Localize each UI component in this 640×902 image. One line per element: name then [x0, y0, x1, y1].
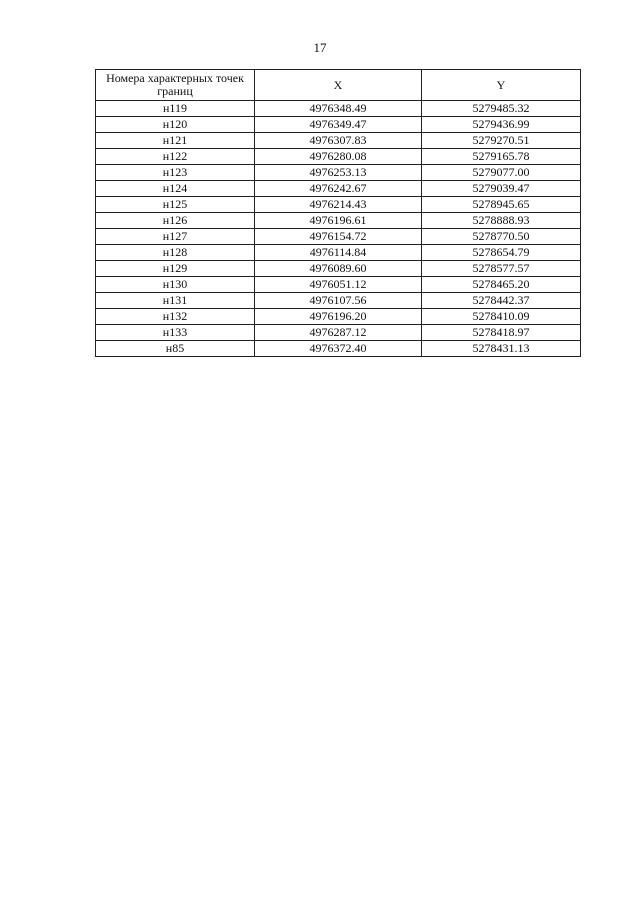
cell-x: 4976051.12 — [255, 277, 422, 293]
cell-point-number: н129 — [96, 261, 255, 277]
cell-point-number: н132 — [96, 309, 255, 325]
coordinates-table — [95, 69, 581, 357]
table-row — [96, 101, 581, 117]
cell-y: 5278577.57 — [422, 261, 581, 277]
cell-point-number: н130 — [96, 277, 255, 293]
cell-y: 5279039.47 — [422, 181, 581, 197]
table-row — [96, 181, 581, 197]
table-row — [96, 117, 581, 133]
cell-x: 4976372.40 — [255, 341, 422, 357]
table-row — [96, 133, 581, 149]
cell-point-number: н133 — [96, 325, 255, 341]
header-point-number: Номера характерных точек границ — [96, 70, 255, 101]
cell-y: 5278431.13 — [422, 341, 581, 357]
cell-y: 5279165.78 — [422, 149, 581, 165]
cell-x: 4976196.61 — [255, 213, 422, 229]
cell-x: 4976114.84 — [255, 245, 422, 261]
cell-x: 4976214.43 — [255, 197, 422, 213]
table-row — [96, 341, 581, 357]
page-number: 17 — [313, 40, 327, 55]
cell-y: 5278654.79 — [422, 245, 581, 261]
cell-y: 5279077.00 — [422, 165, 581, 181]
table-row — [96, 165, 581, 181]
cell-y: 5279485.32 — [422, 101, 581, 117]
cell-x: 4976349.47 — [255, 117, 422, 133]
cell-y: 5278888.93 — [422, 213, 581, 229]
table-row — [96, 293, 581, 309]
cell-y: 5278442.37 — [422, 293, 581, 309]
cell-x: 4976196.20 — [255, 309, 422, 325]
header-y: Y — [422, 70, 581, 101]
cell-point-number: н121 — [96, 133, 255, 149]
cell-point-number: н122 — [96, 149, 255, 165]
table-row — [96, 197, 581, 213]
cell-point-number: н125 — [96, 197, 255, 213]
table-row — [96, 213, 581, 229]
table-body — [96, 101, 581, 357]
cell-point-number: н126 — [96, 213, 255, 229]
cell-point-number: н128 — [96, 245, 255, 261]
cell-y: 5279270.51 — [422, 133, 581, 149]
cell-point-number: н123 — [96, 165, 255, 181]
cell-point-number: н127 — [96, 229, 255, 245]
cell-y: 5278418.97 — [422, 325, 581, 341]
table-header-row — [96, 70, 581, 101]
table-row — [96, 309, 581, 325]
cell-x: 4976242.67 — [255, 181, 422, 197]
cell-y: 5278465.20 — [422, 277, 581, 293]
cell-x: 4976348.49 — [255, 101, 422, 117]
cell-y: 5278410.09 — [422, 309, 581, 325]
header-x: X — [255, 70, 422, 101]
table-row — [96, 261, 581, 277]
cell-point-number: н119 — [96, 101, 255, 117]
cell-x: 4976287.12 — [255, 325, 422, 341]
cell-y: 5279436.99 — [422, 117, 581, 133]
cell-x: 4976089.60 — [255, 261, 422, 277]
cell-y: 5278770.50 — [422, 229, 581, 245]
table-row — [96, 229, 581, 245]
table-row — [96, 277, 581, 293]
cell-point-number: н85 — [96, 341, 255, 357]
cell-x: 4976154.72 — [255, 229, 422, 245]
cell-x: 4976280.08 — [255, 149, 422, 165]
cell-y: 5278945.65 — [422, 197, 581, 213]
table-row — [96, 245, 581, 261]
table-row — [96, 149, 581, 165]
cell-x: 4976307.83 — [255, 133, 422, 149]
cell-point-number: н124 — [96, 181, 255, 197]
cell-x: 4976253.13 — [255, 165, 422, 181]
table-row — [96, 325, 581, 341]
cell-x: 4976107.56 — [255, 293, 422, 309]
cell-point-number: н120 — [96, 117, 255, 133]
cell-point-number: н131 — [96, 293, 255, 309]
